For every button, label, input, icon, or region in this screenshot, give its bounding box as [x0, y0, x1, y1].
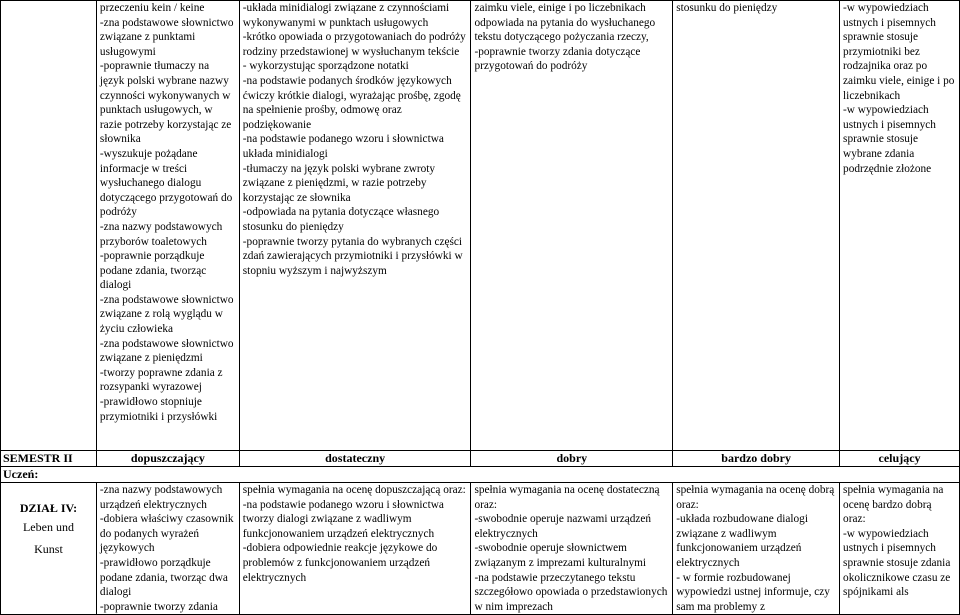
section-title: DZIAŁ IV:: [19, 501, 78, 515]
top-row-col5: -w wypowiedziach ustnych i pisemnych sprawnie stosuje przymiotniki bez rodzajnika oraz po zaimku viele, einige i po liczebnikach -w wypowiedziach ustnych i pisemnych sprawnie stosuje wybrane zdania podrzędnie złożone: [840, 1, 960, 451]
requirements-dopuszczajacy: -zna nazwy podstawowych urządzeń elektrycznych -dobiera właściwy czasownik do podanych wyrażeń językowych -prawidłowo porządkuje podane zdania, tworząc dwa dialogi -poprawnie tworzy zdania: [96, 483, 239, 615]
section-cell: [1, 483, 97, 615]
grade-header-bardzo-dobry: bardzo dobry: [673, 451, 840, 467]
bottom-row: [1, 483, 960, 615]
grade-header-dobry: dobry: [471, 451, 673, 467]
semester-label: SEMESTR II: [1, 451, 97, 467]
top-row-empty-cell: [1, 1, 97, 451]
top-row-col4: stosunku do pieniędzy: [673, 1, 840, 451]
top-row: [1, 1, 960, 451]
grade-header-dopuszczajacy: dopuszczający: [96, 451, 239, 467]
uczen-row: [1, 467, 960, 483]
requirements-bardzo-dobry: spełnia wymagania na ocenę dobrą oraz: -układa rozbudowane dialogi związane z wadliwym funkcjonowaniem urządzeń elektrycznych - w formie rozbudowanej wypowiedzi ustnej informuje, czy sam ma problemy z: [673, 483, 840, 615]
requirements-dostateczny: spełnia wymagania na ocenę dopuszczającą oraz: -na podstawie podanego wzoru i słownictwa tworzy dialogi związane z wadliwym funkcjonowaniem urządzeń elektrycznych -dobiera odpowiednie reakcje językowe do problemów z funkcjonowaniem urządzeń elektrycznych: [239, 483, 471, 615]
top-row-col1: przeczeniu kein / keine -zna podstawowe słownictwo związane z punktami usługowymi -poprawnie tłumaczy na język polski wybrane nazwy czynności wykonywanych w punktach usługowych, w razie potrzeby korzystając ze słownika -wyszukuje pożądane informacje w treści wysłuchanego dialogu dotyczącego przygotowań do podróży -zna nazwy podstawowych przyborów toaletowych -poprawnie porządkuje podane zdania, tworząc dialogi -zna podstawowe słownictwo związane z rolą wyglądu w życiu człowieka -zna podstawowe słownictwo związane z pieniędzmi -tworzy poprawne zdania z rozsypanki wyrazowej -prawidłowo stopniuje przymiotniki i przysłówki: [96, 1, 239, 451]
grade-header-celujacy: celujący: [840, 451, 960, 467]
requirements-celujacy: spełnia wymagania na ocenę bardzo dobrą oraz: -w wypowiedziach ustnych i pisemnych sprawnie stosuje zdania okolicznikowe czasu ze spójnikami als: [840, 483, 960, 615]
grade-header-dostateczny: dostateczny: [239, 451, 471, 467]
top-row-col2: -układa minidialogi związane z czynnościami wykonywanymi w punktach usługowych -krótko opowiada o przygotowaniach do podróży rodziny przedstawionej w wysłuchanym tekście - wykorzystując sporządzone notatki -na podstawie podanych środków językowych ćwiczy krótkie dialogi, wyrażając prośbę, zgodę na spełnienie prośby, odmowę oraz podziękowanie -na podstawie podanego wzoru i słownictwa układa minidialogi -tłumaczy na język polski wybrane zwroty związane z pieniędzmi, w razie potrzeby korzystając ze słownika -odpowiada na pytania dotyczące własnego stosunku do pieniędzy -poprawnie tworzy pytania do wybranych części zdań zawierających przymiotniki i przysłówki w stopniu wyższym i najwyższym: [239, 1, 471, 451]
section-subtitle: Leben und Kunst: [22, 519, 74, 556]
grades-header-row: [1, 451, 960, 467]
requirements-dobry: spełnia wymagania na ocenę dostateczną oraz: -swobodnie operuje nazwami urządzeń elektrycznych -swobodnie operuje słownictwem związanym z imprezami kulturalnymi -na podstawie przeczytanego tekstu szczegółowo opowiada o przedstawionych w nim imprezach: [471, 483, 673, 615]
top-row-col3: zaimku viele, einige i po liczebnikach odpowiada na pytania do wysłuchanego tekstu dotyczącego pożyczania rzeczy, -poprawnie tworzy zdania dotyczące przygotowań do podróży: [471, 1, 673, 451]
uczen-label: Uczeń:: [1, 467, 960, 483]
